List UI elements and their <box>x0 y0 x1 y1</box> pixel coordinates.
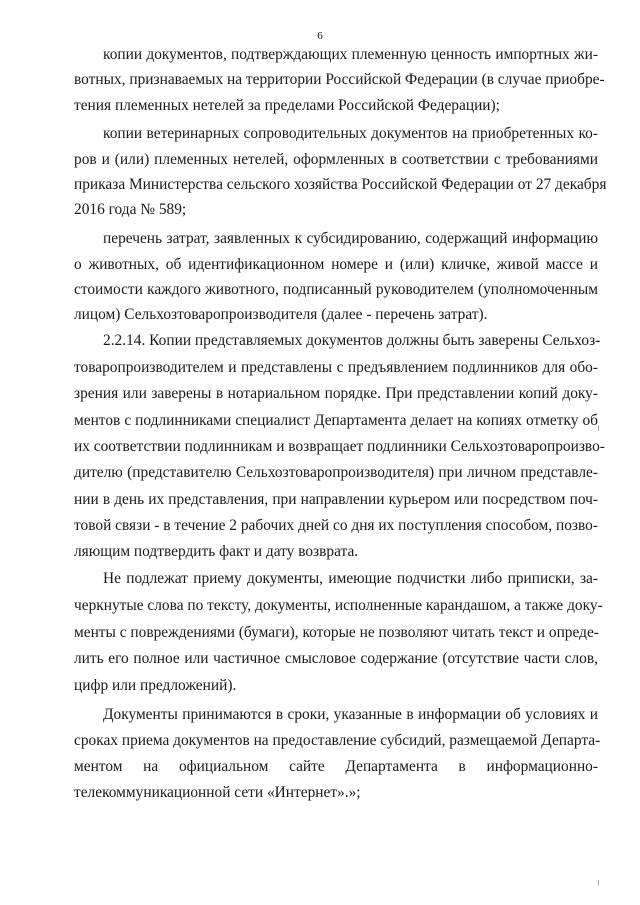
paragraph-5-line-4: лить его полное или частичное смысловое содержание (отсутствие части слов, <box>74 650 598 667</box>
scan-mark <box>598 880 599 886</box>
paragraph-2-line-4: 2016 года № 589; <box>74 201 187 218</box>
paragraph-4-line-5: их соответствии подлинникам и возвращает подлинники Сельхозтоваропроизво- <box>74 438 605 455</box>
paragraph-4-line-4: ментов с подлинниками специалист Департамента делает на копиях отметку об <box>74 412 598 429</box>
paragraph-1-line-2: вотных, признаваемых на территории Российской Федерации (в случае приобре- <box>74 71 605 88</box>
paragraph-6-line-1: Документы принимаются в сроки, указанные в информации об условиях и <box>103 706 598 723</box>
paragraph-1-line-3: тения племенных нетелей за пределами Российской Федерации); <box>74 97 500 114</box>
paragraph-5-line-5: цифр или предложений). <box>74 677 237 694</box>
paragraph-2-line-3: приказа Министерства сельского хозяйства Российской Федерации от 27 декабря <box>74 176 607 193</box>
paragraph-4-line-8: товой связи - в течение 2 рабочих дней со дня их поступления способом, позво- <box>74 517 598 534</box>
paragraph-1-line-1: копии документов, подтверждающих племенную ценность импортных жи- <box>103 46 598 63</box>
paragraph-3-line-2: о животных, об идентификационном номере и (или) кличке, живой массе и <box>74 256 598 273</box>
paragraph-4-line-2: товаропроизводителем и представлены с предъявлением подлинников для обо- <box>74 359 598 376</box>
paragraph-3-line-1: перечень затрат, заявленных к субсидированию, содержащий информацию <box>103 230 598 247</box>
paragraph-4-line-1: 2.2.14. Копии представляемых документов должны быть заверены Сельхоз- <box>103 332 601 349</box>
paragraph-5-line-1: Не подлежат приему документы, имеющие подчистки либо приписки, за- <box>103 570 598 587</box>
page-number: 6 <box>317 30 323 42</box>
paragraph-6-line-2: сроках приема документов на предоставление субсидий, размещаемой Департа- <box>74 732 601 749</box>
scan-mark <box>598 425 599 431</box>
paragraph-4-line-7: нии в день их представления, при направлении курьером или посредством поч- <box>74 491 598 508</box>
paragraph-5-line-2: черкнутые слова по тексту, документы, исполненные карандашом, а также доку- <box>74 597 603 614</box>
paragraph-4-line-6: дителю (представителю Сельхозтоваропроизводителя) при личном представле- <box>74 464 598 481</box>
paragraph-6-line-4: телекоммуникационной сети «Интернет».»; <box>74 784 361 801</box>
paragraph-3-line-4: лицом) Сельхозтоваропроизводителя (далее - перечень затрат). <box>74 306 488 323</box>
paragraph-4-line-9: ляющим подтвердить факт и дату возврата. <box>74 543 359 560</box>
paragraph-6-line-3: ментом на официальном сайте Департамента в информационно- <box>74 758 598 775</box>
paragraph-5-line-3: менты с повреждениями (бумаги), которые не позволяют читать текст и опреде- <box>74 624 599 641</box>
paragraph-3-line-3: стоимости каждого животного, подписанный руководителем (уполномоченным <box>74 281 598 298</box>
paragraph-2-line-1: копии ветеринарных сопроводительных документов на приобретенных ко- <box>103 125 598 142</box>
paragraph-4-line-3: зрения или заверены в нотариальном порядке. При представлении копий доку- <box>74 385 598 402</box>
paragraph-2-line-2: ров и (или) племенных нетелей, оформленных в соответствии с требованиями <box>74 151 598 168</box>
